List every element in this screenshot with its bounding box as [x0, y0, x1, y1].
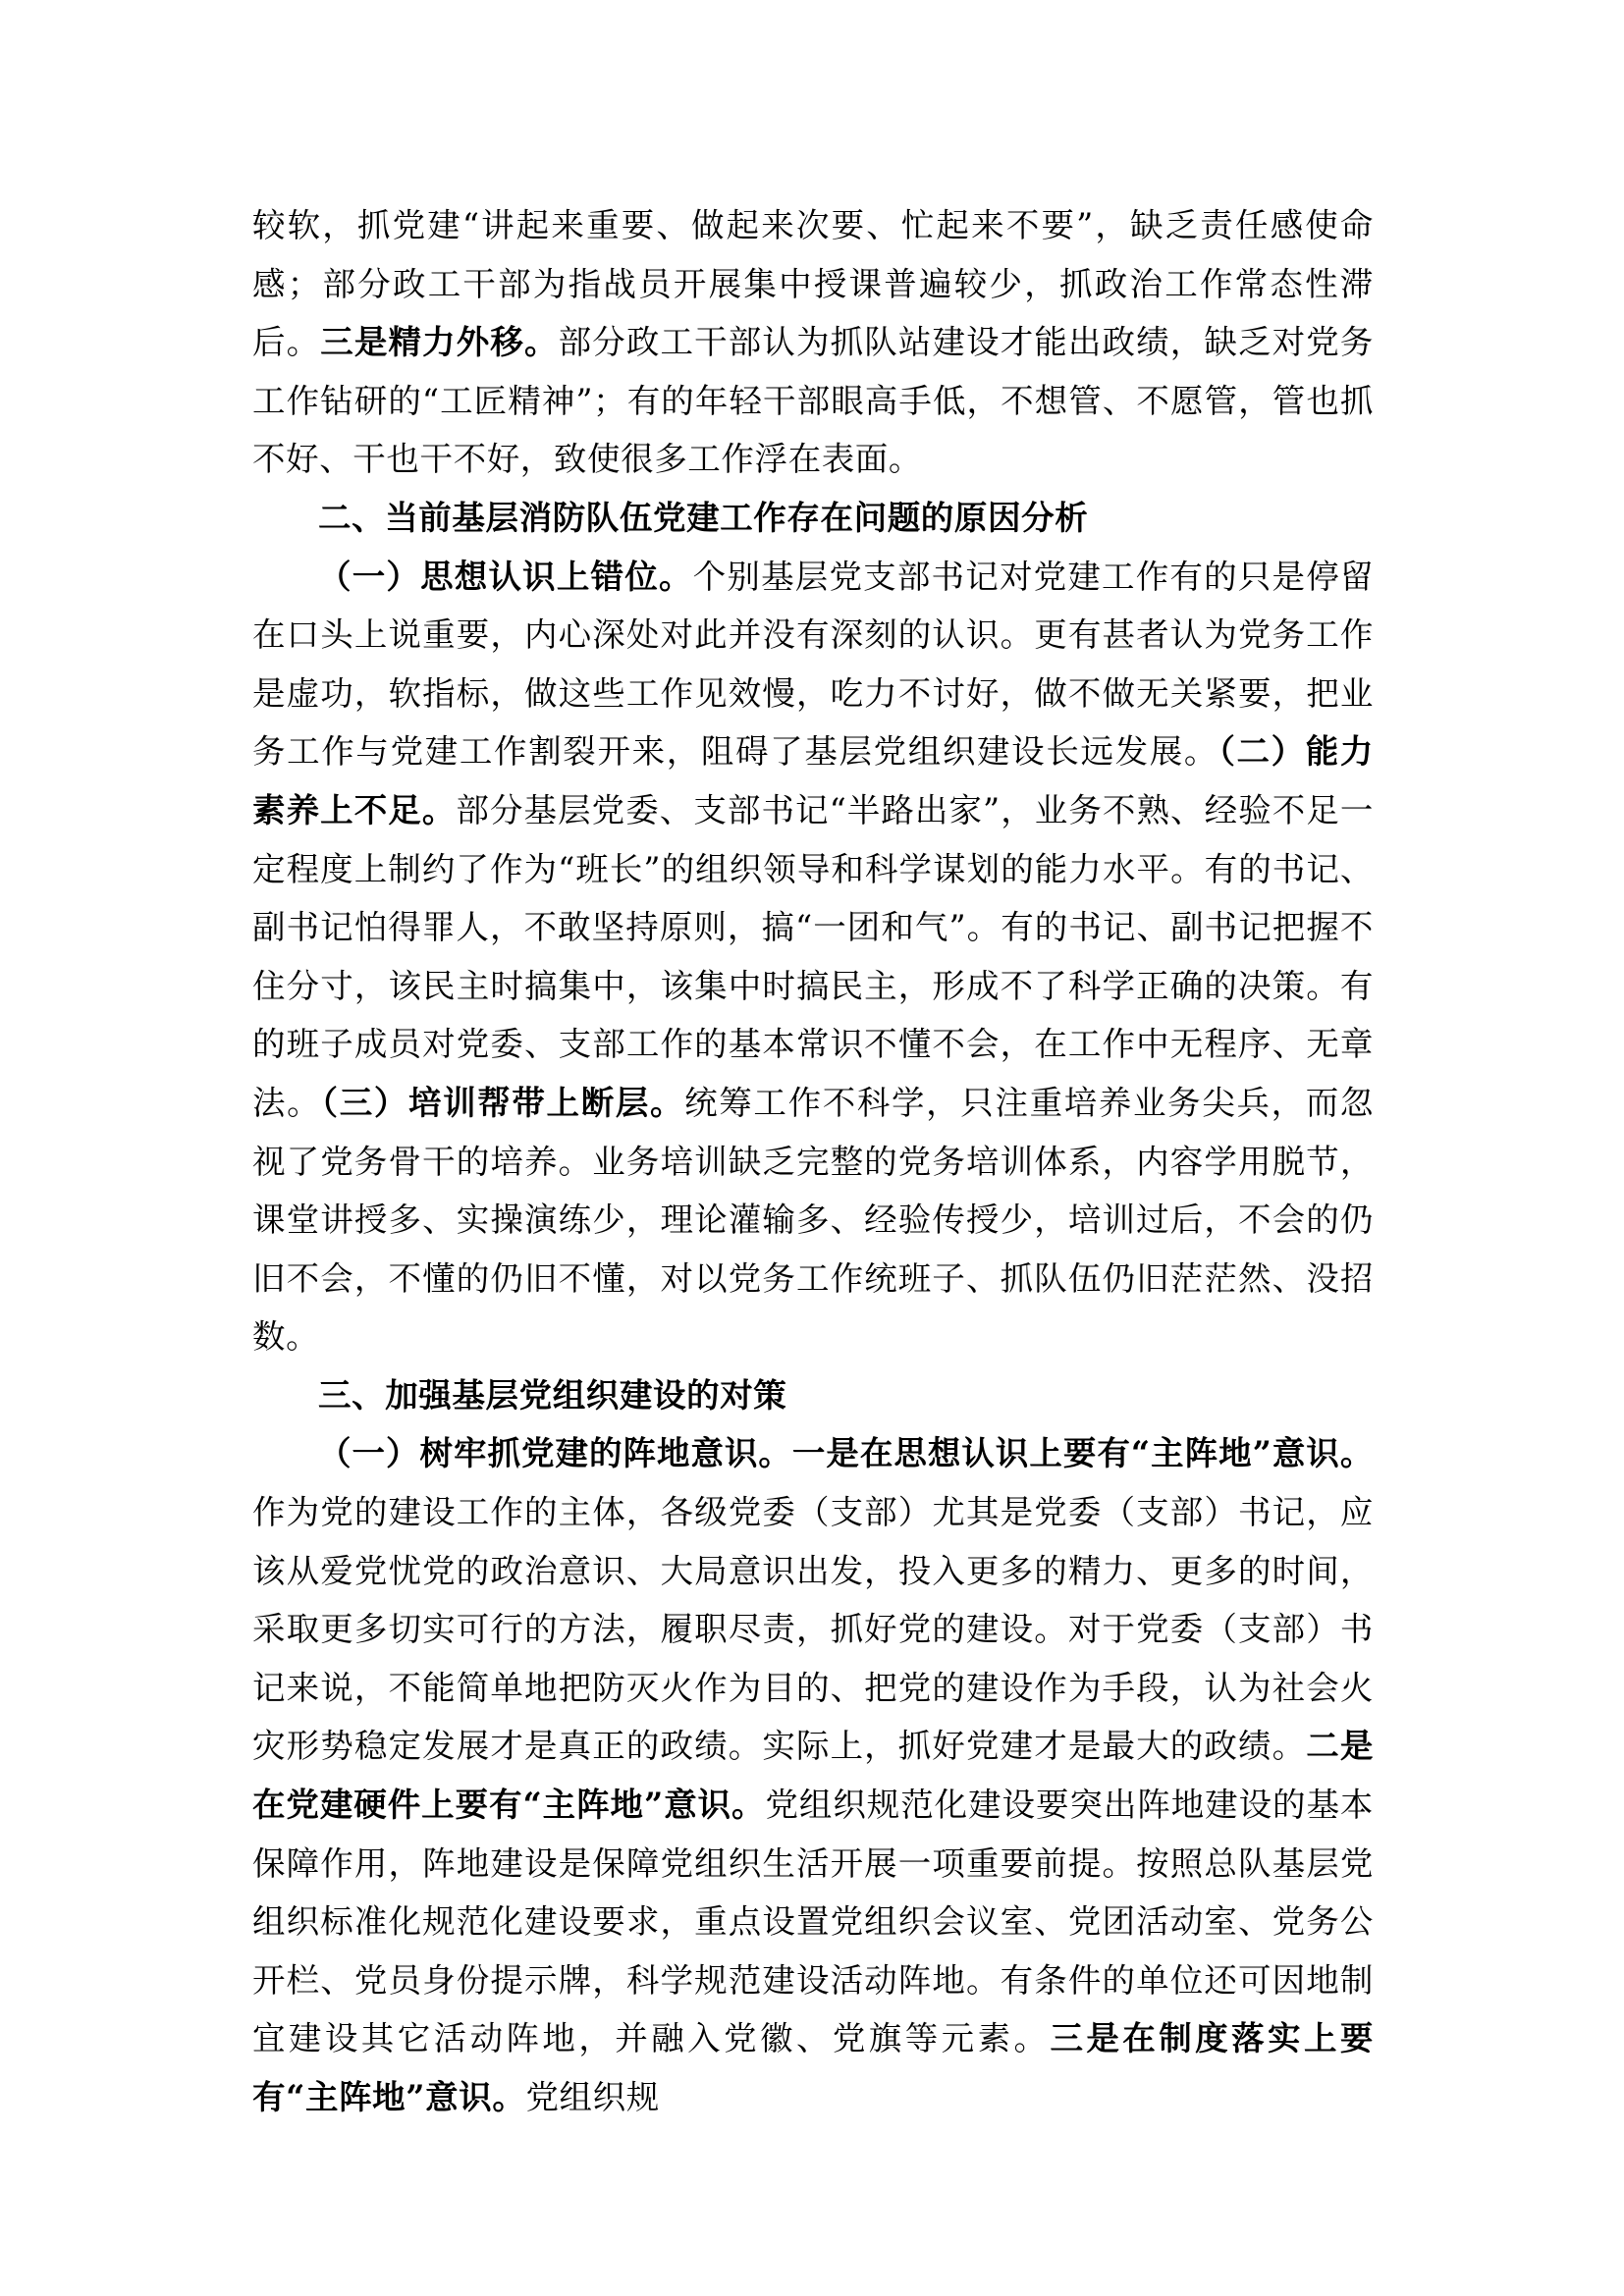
bold-run: （一）思想认识上错位。 — [318, 557, 693, 596]
text-run: 较软，抓党建“讲起来重要、做起来次要、忙起来不要”，缺乏责任感使命感；部分政工干部为指战员开展集中授课普遍较少，抓政治工作常态性滞后。 — [252, 206, 1374, 362]
document-body — [252, 196, 1374, 2127]
bold-run: 三是在制度落实上要有“主阵地”意识。 — [252, 2019, 1374, 2116]
paragraph-cause-analysis — [252, 548, 1374, 1366]
text-run: 统筹工作不科学，只注重培养业务尖兵，而忽视了党务骨干的培养。业务培训缺乏完整的党务培训体系，内容学用脱节，课堂讲授多、实操演练少，理论灌输多、经验传授少，培训过后，不会的仍旧不会，不懂的仍旧不懂，对以党务工作统班子、抓队伍仍旧茫茫然、没招数。 — [252, 1083, 1374, 1357]
bold-run: 二是在党建硬件上要有“主阵地”意识。 — [252, 1727, 1374, 1825]
bold-run: 三是精力外移。 — [320, 323, 559, 362]
section-heading-2: 二、当前基层消防队伍党建工作存在问题的原因分析 — [318, 498, 1089, 537]
bold-run: （一）树牢抓党建的阵地意识。一是在思想认识上要有“主阵地”意识。 — [318, 1434, 1374, 1473]
text-run: 部分政工干部认为抓队站建设才能出政绩，缺乏对党务工作钻研的“工匠精神”；有的年轻干部眼高手低，不想管、不愿管，管也抓不好、干也干不好，致使很多工作浮在表面。 — [252, 323, 1375, 479]
bold-run: （二）能力素养上不足。 — [252, 732, 1374, 829]
text-run: 党组织规范化建设要突出阵地建设的基本保障作用，阵地建设是保障党组织生活开展一项重要前提。按照总队基层党组织标准化规范化建设要求，重点设置党组织会议室、党团活动室、党务公开栏、党员身份提示牌，科学规范建设活动阵地。有条件的单位还可因地制宜建设其它活动阵地，并融入党徽、党旗等元素。 — [252, 1786, 1374, 2058]
text-run: 作为党的建设工作的主体，各级党委（支部）尤其是党委（支部）书记，应该从爱党忧党的政治意识、大局意识出发，投入更多的精力、更多的时间，采取更多切实可行的方法，履职尽责，抓好党的建设。对于党委（支部）书记来说，不能简单地把防灭火作为目的、把党的建设作为手段，认为社会火灾形势稳定发展才是真正的政绩。实际上，抓好党建才是最大的政绩。 — [252, 1493, 1374, 1766]
text-run: 个别基层党支部书记对党建工作有的只是停留在口头上说重要，内心深处对此并没有深刻的认识。更有甚者认为党务工作是虚功，软指标，做这些工作见效慢，吃力不讨好，做不做无关紧要，把业务工作与党建工作割裂开来，阻碍了基层党组织建设长远发展。 — [252, 557, 1375, 772]
bold-run: （三）培训帮带上断层。 — [321, 1083, 685, 1122]
paragraph-continuation — [252, 196, 1374, 489]
text-run: 部分基层党委、支部书记“半路出家”，业务不熟、经验不足一定程度上制约了作为“班长”的组织领导和科学谋划的能力水平。有的书记、副书记怕得罪人，不敢坚持原则，搞“一团和气”。有的书记、副书记把握不住分寸，该民主时搞集中，该集中时搞民主，形成不了科学正确的决策。有的班子成员对党委、支部工作的基本常识不懂不会，在工作中无程序、无章法。 — [252, 790, 1374, 1122]
text-run: 党组织规 — [525, 2078, 660, 2116]
section-heading-3: 三、加强基层党组织建设的对策 — [318, 1375, 787, 1415]
paragraph-countermeasures — [252, 1424, 1374, 2126]
